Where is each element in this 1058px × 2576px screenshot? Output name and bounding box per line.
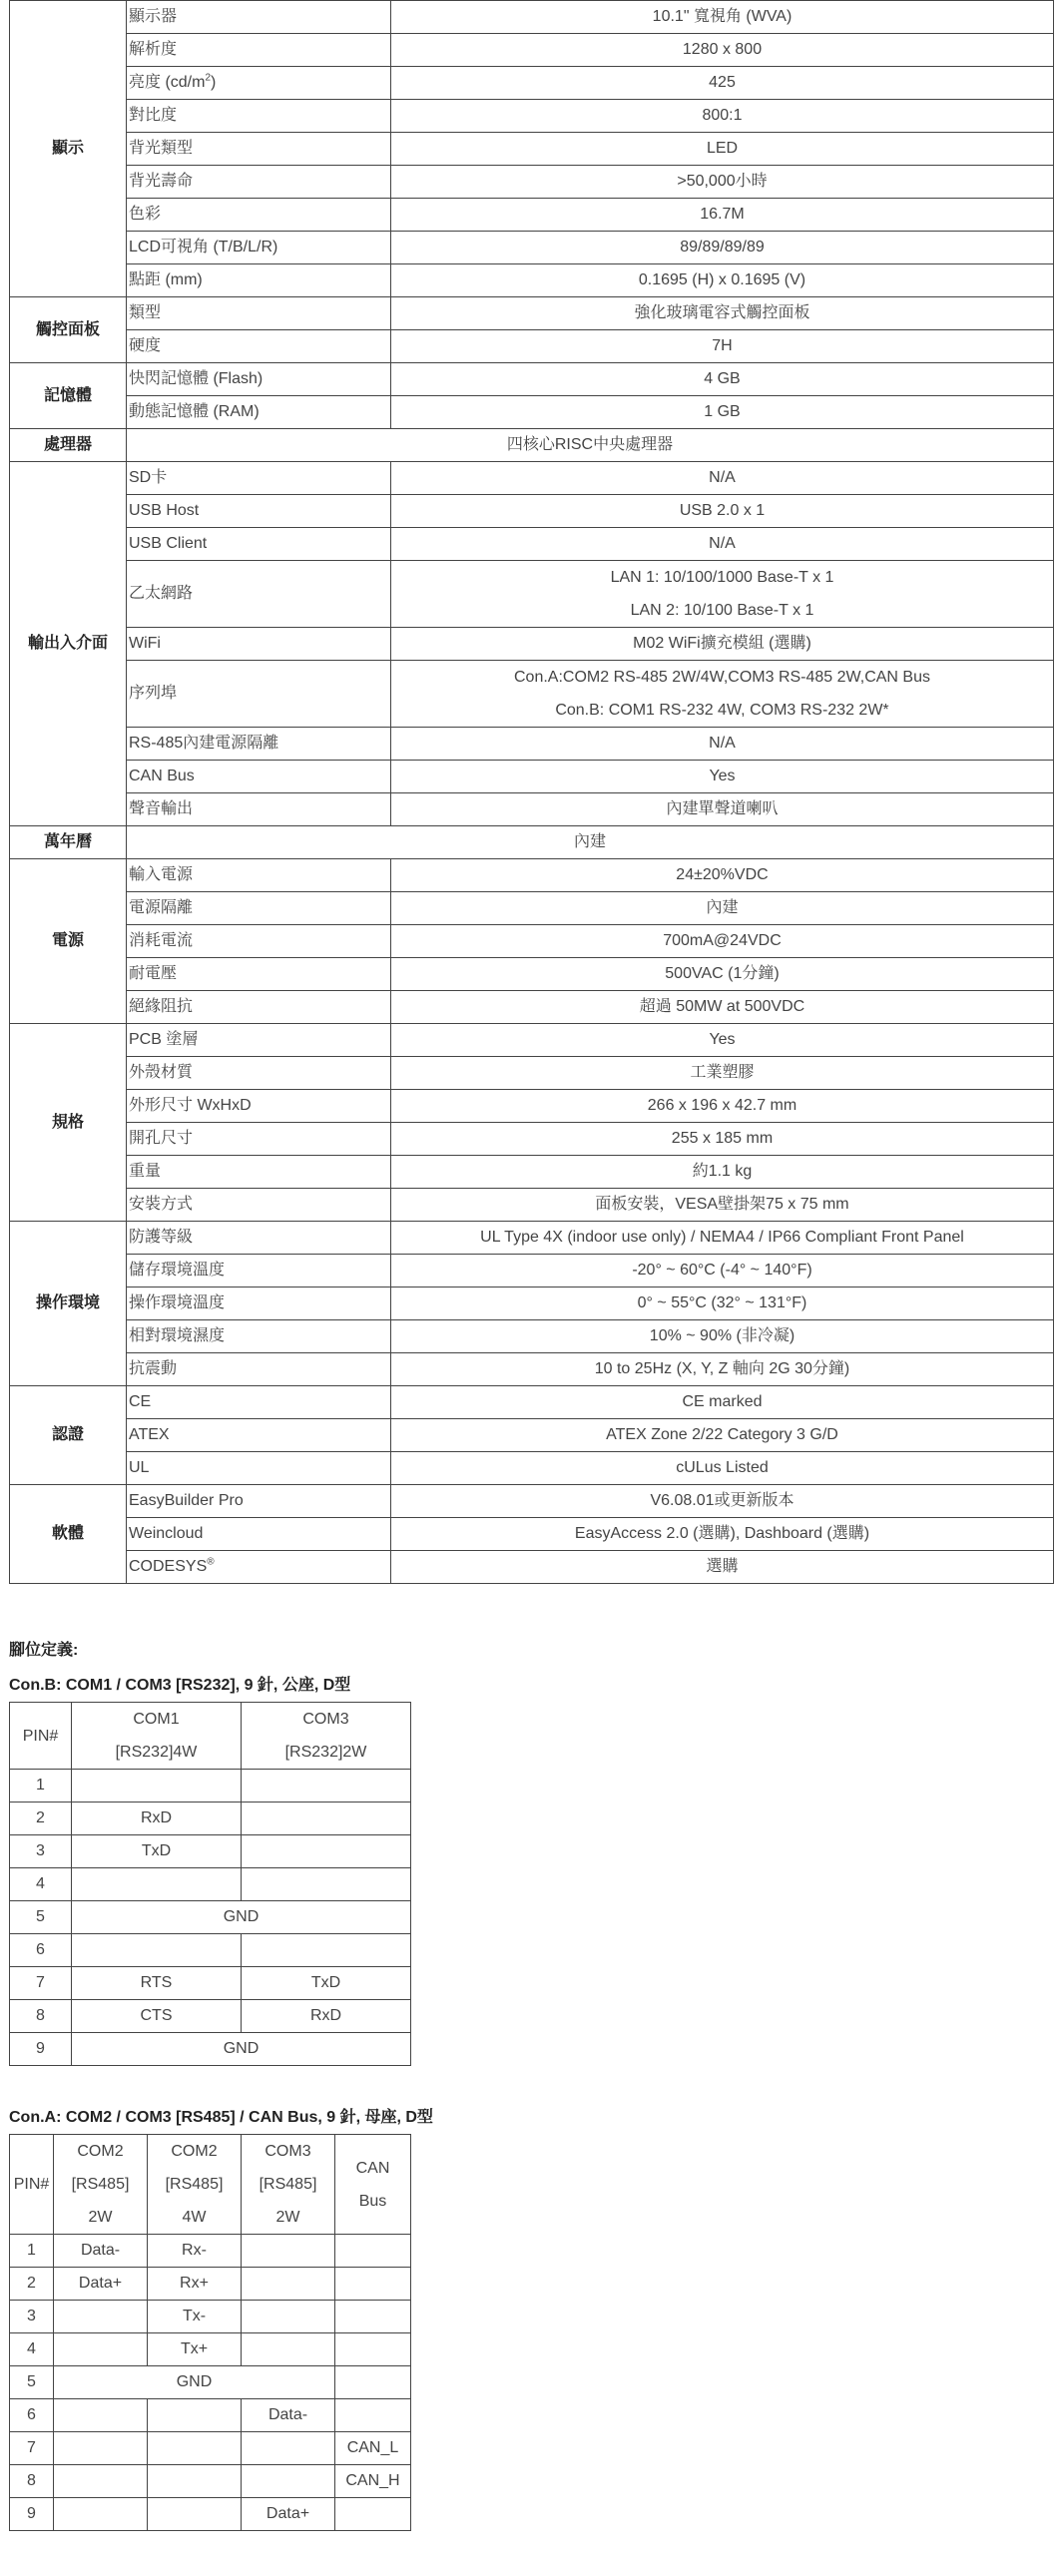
pin-signal: Data+: [242, 2498, 335, 2531]
spec-label: 快閃記憶體 (Flash): [127, 363, 391, 396]
spec-value: ATEX Zone 2/22 Category 3 G/D: [391, 1419, 1054, 1452]
con-b-pin-table: [9, 1702, 411, 2066]
spec-row: [10, 297, 1054, 330]
spec-label: 序列埠: [127, 661, 391, 728]
spec-row: [10, 133, 1054, 166]
spec-label: 點距 (mm): [127, 264, 391, 297]
spec-label: 電源隔離: [127, 892, 391, 925]
spec-row: [10, 264, 1054, 297]
spec-category-software: 軟體: [10, 1485, 127, 1584]
pin-signal: [72, 1770, 242, 1803]
table-row: [10, 2432, 411, 2465]
header-line: [RS485]: [259, 2176, 317, 2193]
spec-label: 抗震動: [127, 1353, 391, 1386]
table-row: [10, 2498, 411, 2531]
spec-row: [10, 1222, 1054, 1255]
spec-row: [10, 199, 1054, 232]
pin-signal: [148, 2432, 242, 2465]
spec-category-io: 輸出入介面: [10, 462, 127, 826]
spec-value: [391, 661, 1054, 728]
spec-value: cULus Listed: [391, 1452, 1054, 1485]
spec-row: [10, 892, 1054, 925]
pin-signal: GND: [72, 2033, 411, 2066]
spec-row: [10, 1288, 1054, 1320]
table-row: [10, 2268, 411, 2301]
spec-value: 266 x 196 x 42.7 mm: [391, 1090, 1054, 1123]
spec-label: 重量: [127, 1156, 391, 1189]
pin-number: 5: [10, 2366, 54, 2399]
spec-row: [10, 34, 1054, 67]
table-row: [10, 1770, 411, 1803]
spec-value: 0.1695 (H) x 0.1695 (V): [391, 264, 1054, 297]
pin-signal: TxD: [242, 1967, 411, 2000]
spec-value: 超過 50MW at 500VDC: [391, 991, 1054, 1024]
spec-value: LED: [391, 133, 1054, 166]
header-line: Bus: [358, 2192, 387, 2210]
pin-number: 4: [10, 1868, 72, 1901]
spec-row: [10, 958, 1054, 991]
value-line-2: LAN 2: 10/100 Base-T x 1: [630, 602, 814, 619]
spec-label: 顯示器: [127, 1, 391, 34]
spec-row: [10, 628, 1054, 661]
table-row: [10, 1803, 411, 1835]
column-header: [54, 2135, 148, 2235]
spec-value: 10 to 25Hz (X, Y, Z 軸向 2G 30分鐘): [391, 1353, 1054, 1386]
pin-signal: [242, 1835, 411, 1868]
spec-row: [10, 1551, 1054, 1584]
pin-signal: [335, 2399, 411, 2432]
table-row: [10, 2235, 411, 2268]
pin-signal: [242, 2333, 335, 2366]
table-header: [10, 2135, 411, 2235]
pin-signal: [148, 2498, 242, 2531]
pin-signal: RTS: [72, 1967, 242, 2000]
spec-value: N/A: [391, 728, 1054, 761]
spec-value: 四核心RISC中央處理器: [127, 429, 1054, 462]
label-superscript: ®: [207, 1556, 215, 1568]
spec-label: 背光壽命: [127, 166, 391, 199]
pin-signal: [335, 2235, 411, 2268]
table-row: [10, 1967, 411, 2000]
spec-row: [10, 1320, 1054, 1353]
spec-row: [10, 561, 1054, 628]
spec-label: USB Client: [127, 528, 391, 561]
spec-value: 89/89/89/89: [391, 232, 1054, 264]
pin-signal: CTS: [72, 2000, 242, 2033]
pin-number: 1: [10, 1770, 72, 1803]
pin-number: 4: [10, 2333, 54, 2366]
header-line: COM3: [302, 1711, 349, 1728]
spec-label: CE: [127, 1386, 391, 1419]
spec-value: M02 WiFi擴充模組 (選購): [391, 628, 1054, 661]
table-row: [10, 1901, 411, 1934]
com3-header: [242, 1703, 411, 1770]
spec-row: [10, 67, 1054, 100]
pin-definition-heading: 腳位定義:: [9, 1642, 79, 1659]
spec-label: 硬度: [127, 330, 391, 363]
label-text: ): [211, 74, 217, 91]
pin-signal: CAN_H: [335, 2465, 411, 2498]
spec-label: 消耗電流: [127, 925, 391, 958]
spec-value: Yes: [391, 761, 1054, 793]
spec-category-processor: 處理器: [10, 429, 127, 462]
header-line: COM3: [264, 2143, 311, 2160]
spec-value: 4 GB: [391, 363, 1054, 396]
spec-row: [10, 1090, 1054, 1123]
pin-signal: TxD: [72, 1835, 242, 1868]
pin-signal: [148, 2465, 242, 2498]
header-line: 2W: [88, 2209, 113, 2226]
spec-label: ATEX: [127, 1419, 391, 1452]
spec-label: 背光類型: [127, 133, 391, 166]
spec-label: WiFi: [127, 628, 391, 661]
spec-value: 工業塑膠: [391, 1057, 1054, 1090]
pin-signal: [242, 1770, 411, 1803]
spec-value: CE marked: [391, 1386, 1054, 1419]
spec-category-display: 顯示: [10, 1, 127, 297]
spec-value: 選購: [391, 1551, 1054, 1584]
header-line: [RS485]: [71, 2176, 130, 2193]
label-text: 亮度 (cd/m: [129, 74, 206, 91]
spec-category-power: 電源: [10, 859, 127, 1024]
spec-row: [10, 528, 1054, 561]
spec-row: [10, 661, 1054, 728]
com1-header: [72, 1703, 242, 1770]
spec-row: [10, 1353, 1054, 1386]
header-line: COM2: [77, 2143, 124, 2160]
spec-label: 聲音輸出: [127, 793, 391, 826]
pin-signal: [335, 2333, 411, 2366]
spec-label: 對比度: [127, 100, 391, 133]
spec-row: [10, 761, 1054, 793]
header-line: [RS232]2W: [284, 1744, 367, 1761]
value-line-2: Con.B: COM1 RS-232 4W, COM3 RS-232 2W*: [555, 702, 889, 719]
spec-row: [10, 1189, 1054, 1222]
header-line: [RS485]: [165, 2176, 224, 2193]
header-line: 4W: [182, 2209, 207, 2226]
spec-label: 類型: [127, 297, 391, 330]
spec-label: 耐電壓: [127, 958, 391, 991]
pin-signal: RxD: [72, 1803, 242, 1835]
spec-label: [127, 67, 391, 100]
spec-value: -20° ~ 60°C (-4° ~ 140°F): [391, 1255, 1054, 1288]
con-a-title: Con.A: COM2 / COM3 [RS485] / CAN Bus, 9 針, 母座, D型: [9, 2109, 433, 2126]
spec-row: [10, 1255, 1054, 1288]
spec-label: EasyBuilder Pro: [127, 1485, 391, 1518]
table-row: [10, 2301, 411, 2333]
spec-category-spec: 規格: [10, 1024, 127, 1222]
table-row: [10, 2465, 411, 2498]
spec-row: [10, 793, 1054, 826]
spec-label: 解析度: [127, 34, 391, 67]
pin-number: 7: [10, 1967, 72, 2000]
pin-header: PIN#: [10, 2135, 54, 2235]
spec-value: 1280 x 800: [391, 34, 1054, 67]
spec-row: [10, 462, 1054, 495]
spec-value: 強化玻璃電容式觸控面板: [391, 297, 1054, 330]
table-header: [10, 1703, 411, 1770]
spec-value: 16.7M: [391, 199, 1054, 232]
spec-label: 相對環境濕度: [127, 1320, 391, 1353]
spec-row: [10, 991, 1054, 1024]
spec-row: [10, 1, 1054, 34]
spec-row: [10, 166, 1054, 199]
table-row: [10, 2399, 411, 2432]
pin-header: PIN#: [10, 1703, 72, 1770]
spec-value: Yes: [391, 1024, 1054, 1057]
pin-signal: Rx-: [148, 2235, 242, 2268]
pin-signal: [242, 2465, 335, 2498]
pin-number: 8: [10, 2000, 72, 2033]
spec-table: [9, 0, 1054, 1584]
spec-row-rtc: [10, 826, 1054, 859]
spec-row: [10, 330, 1054, 363]
pin-signal: Data+: [54, 2268, 148, 2301]
spec-value: 內建: [391, 892, 1054, 925]
spec-label: 乙太網路: [127, 561, 391, 628]
spec-row: [10, 1452, 1054, 1485]
spec-label: SD卡: [127, 462, 391, 495]
pin-signal: [335, 2301, 411, 2333]
pin-signal: Tx-: [148, 2301, 242, 2333]
spec-row: [10, 1386, 1054, 1419]
spec-label: PCB 塗層: [127, 1024, 391, 1057]
spec-category-touch: 觸控面板: [10, 297, 127, 363]
pin-signal: [72, 1868, 242, 1901]
spec-label: 開孔尺寸: [127, 1123, 391, 1156]
pin-signal: Tx+: [148, 2333, 242, 2366]
pin-signal: [54, 2498, 148, 2531]
spec-label: 外殼材質: [127, 1057, 391, 1090]
table-row: [10, 1934, 411, 1967]
pin-signal: [242, 1868, 411, 1901]
column-header: [335, 2135, 411, 2235]
pin-number: 2: [10, 1803, 72, 1835]
spec-value: 內建單聲道喇叭: [391, 793, 1054, 826]
spec-value: 700mA@24VDC: [391, 925, 1054, 958]
spec-label: UL: [127, 1452, 391, 1485]
spec-category-memory: 記憶體: [10, 363, 127, 429]
pin-signal: [242, 1803, 411, 1835]
spec-label: 動態記憶體 (RAM): [127, 396, 391, 429]
spec-value: 0° ~ 55°C (32° ~ 131°F): [391, 1288, 1054, 1320]
spec-value: 面板安裝，VESA壁掛架75 x 75 mm: [391, 1189, 1054, 1222]
pin-signal: [148, 2399, 242, 2432]
pin-signal: [335, 2498, 411, 2531]
spec-category-cert: 認證: [10, 1386, 127, 1485]
spec-label: 操作環境溫度: [127, 1288, 391, 1320]
pin-signal: CAN_L: [335, 2432, 411, 2465]
spec-row: [10, 1123, 1054, 1156]
spec-row: [10, 1156, 1054, 1189]
pin-signal: Data-: [242, 2399, 335, 2432]
table-row: [10, 2033, 411, 2066]
spec-row: [10, 1485, 1054, 1518]
spec-row: [10, 1518, 1054, 1551]
pin-number: 3: [10, 1835, 72, 1868]
pin-signal: GND: [72, 1901, 411, 1934]
header-line: [RS232]4W: [115, 1744, 198, 1761]
pin-signal: [72, 1934, 242, 1967]
pin-signal: [54, 2465, 148, 2498]
column-header: [148, 2135, 242, 2235]
spec-value: >50,000小時: [391, 166, 1054, 199]
spec-label: 儲存環境溫度: [127, 1255, 391, 1288]
spec-label: 安裝方式: [127, 1189, 391, 1222]
spec-value: EasyAccess 2.0 (選購), Dashboard (選購): [391, 1518, 1054, 1551]
spec-value: 10% ~ 90% (非冷凝): [391, 1320, 1054, 1353]
pin-number: 6: [10, 1934, 72, 1967]
con-b-title: Con.B: COM1 / COM3 [RS232], 9 針, 公座, D型: [9, 1677, 351, 1694]
spec-row: [10, 1024, 1054, 1057]
spec-value: 10.1" 寬視角 (WVA): [391, 1, 1054, 34]
header-line: COM2: [171, 2143, 218, 2160]
pin-signal: Rx+: [148, 2268, 242, 2301]
spec-label: Weincloud: [127, 1518, 391, 1551]
label-text: CODESYS: [129, 1558, 208, 1575]
pin-number: 3: [10, 2301, 54, 2333]
pin-signal: [242, 2268, 335, 2301]
con-a-pin-table: [9, 2134, 411, 2531]
spec-value: 7H: [391, 330, 1054, 363]
pin-number: 8: [10, 2465, 54, 2498]
table-row: [10, 2366, 411, 2399]
spec-row: [10, 495, 1054, 528]
pin-number: 9: [10, 2498, 54, 2531]
spec-label: LCD可視角 (T/B/L/R): [127, 232, 391, 264]
pin-signal: RxD: [242, 2000, 411, 2033]
column-header: [242, 2135, 335, 2235]
spec-value: 500VAC (1分鐘): [391, 958, 1054, 991]
pin-signal: [242, 1934, 411, 1967]
pin-number: 2: [10, 2268, 54, 2301]
spec-label: 絕緣阻抗: [127, 991, 391, 1024]
value-line-1: Con.A:COM2 RS-485 2W/4W,COM3 RS-485 2W,CAN Bus: [513, 669, 930, 686]
spec-row: [10, 363, 1054, 396]
spec-row: [10, 396, 1054, 429]
spec-row: [10, 859, 1054, 892]
spec-label: 色彩: [127, 199, 391, 232]
spec-label: RS-485內建電源隔離: [127, 728, 391, 761]
header-line: CAN: [355, 2159, 390, 2177]
spec-row: [10, 925, 1054, 958]
spec-label: CAN Bus: [127, 761, 391, 793]
pin-signal: [335, 2268, 411, 2301]
table-row: [10, 1835, 411, 1868]
spec-category-env: 操作環境: [10, 1222, 127, 1386]
label-superscript: 2: [205, 72, 212, 84]
spec-row: [10, 100, 1054, 133]
spec-label: [127, 1551, 391, 1584]
value-line-1: LAN 1: 10/100/1000 Base-T x 1: [610, 569, 834, 586]
spec-label: 外形尺寸 WxHxD: [127, 1090, 391, 1123]
pin-number: 6: [10, 2399, 54, 2432]
header-line: COM1: [133, 1711, 180, 1728]
pin-number: 7: [10, 2432, 54, 2465]
spec-category-rtc: 萬年曆: [10, 826, 127, 859]
table-row: [10, 1868, 411, 1901]
spec-row-processor: [10, 429, 1054, 462]
spec-value: 425: [391, 67, 1054, 100]
spec-row: [10, 232, 1054, 264]
pin-number: 1: [10, 2235, 54, 2268]
spec-row: [10, 728, 1054, 761]
spec-row: [10, 1419, 1054, 1452]
pin-number: 9: [10, 2033, 72, 2066]
spec-value: 約1.1 kg: [391, 1156, 1054, 1189]
spec-value: 內建: [127, 826, 1054, 859]
spec-value: USB 2.0 x 1: [391, 495, 1054, 528]
spec-value: [391, 561, 1054, 628]
pin-signal: [54, 2399, 148, 2432]
pin-signal: Data-: [54, 2235, 148, 2268]
table-row: [10, 2000, 411, 2033]
spec-value: 255 x 185 mm: [391, 1123, 1054, 1156]
pin-signal: [242, 2432, 335, 2465]
pin-signal: [54, 2432, 148, 2465]
pin-number: 5: [10, 1901, 72, 1934]
spec-value: N/A: [391, 528, 1054, 561]
table-row: [10, 2333, 411, 2366]
spec-value: 800:1: [391, 100, 1054, 133]
pin-signal: [242, 2301, 335, 2333]
spec-label: 防護等級: [127, 1222, 391, 1255]
pin-signal: GND: [54, 2366, 335, 2399]
pin-signal: [54, 2301, 148, 2333]
spec-value: V6.08.01或更新版本: [391, 1485, 1054, 1518]
spec-value: UL Type 4X (indoor use only) / NEMA4 / IP66 Compliant Front Panel: [391, 1222, 1054, 1255]
spec-label: 輸入電源: [127, 859, 391, 892]
spec-row: [10, 1057, 1054, 1090]
pin-signal: [54, 2333, 148, 2366]
header-line: 2W: [275, 2209, 300, 2226]
spec-value: 1 GB: [391, 396, 1054, 429]
spec-value: 24±20%VDC: [391, 859, 1054, 892]
spec-value: N/A: [391, 462, 1054, 495]
spec-label: USB Host: [127, 495, 391, 528]
pin-signal: [242, 2235, 335, 2268]
pin-signal: [335, 2366, 411, 2399]
